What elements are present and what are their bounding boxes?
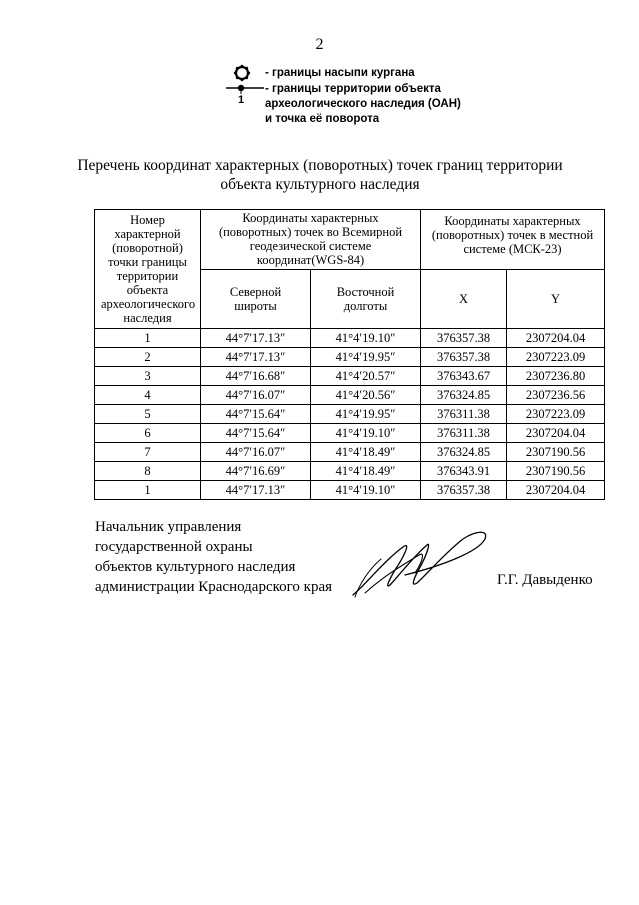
cell-longitude: 41°4′18.49″ [311,443,421,462]
cell-point-number: 1 [95,481,201,500]
mound-boundary-icon [227,63,257,83]
cell-x: 376357.38 [421,348,507,367]
header-latitude: Северной широты [201,269,311,329]
cell-latitude: 44°7′16.07″ [201,386,311,405]
territory-boundary-icon [225,82,265,104]
cell-point-number: 2 [95,348,201,367]
cell-longitude: 41°4′20.57″ [311,367,421,386]
signatory-name: Г.Г. Давыденко [497,572,593,588]
cell-longitude: 41°4′19.95″ [311,405,421,424]
signatory-line-3: объектов культурного наследия [95,559,296,575]
cell-y: 2307223.09 [507,405,605,424]
cell-longitude: 41°4′19.95″ [311,348,421,367]
cell-y: 2307236.56 [507,386,605,405]
cell-y: 2307190.56 [507,462,605,481]
cell-latitude: 44°7′16.68″ [201,367,311,386]
cell-x: 376343.91 [421,462,507,481]
cell-longitude: 41°4′20.56″ [311,386,421,405]
table-row [95,348,605,367]
cell-y: 2307236.80 [507,367,605,386]
header-wgs84: Координаты характерных (поворотных) точек во Всемирной геодезической системе координат(WGS-84) [201,210,421,270]
legend-territory-line-3: и точка её поворота [265,113,380,125]
cell-point-number: 8 [95,462,201,481]
document-title-line-2: объекта культурного наследия [220,176,420,193]
cell-x: 376343.67 [421,367,507,386]
cell-longitude: 41°4′19.10″ [311,424,421,443]
cell-latitude: 44°7′15.64″ [201,405,311,424]
legend-point-marker-label: 1 [238,94,245,106]
cell-longitude: 41°4′18.49″ [311,462,421,481]
document-title [60,156,580,194]
cell-x: 376357.38 [421,329,507,348]
cell-y: 2307204.04 [507,329,605,348]
table-row [95,329,605,348]
signatory-line-4: администрации Краснодарского края [95,579,333,595]
legend-mound-text: - границы насыпи кургана [265,67,415,79]
cell-longitude: 41°4′19.10″ [311,329,421,348]
coordinates-table [94,209,605,500]
cell-point-number: 5 [95,405,201,424]
cell-y: 2307223.09 [507,348,605,367]
table-row [95,462,605,481]
cell-x: 376357.38 [421,481,507,500]
table-row [95,405,605,424]
legend-territory-line-2: археологического наследия (ОАН) [265,98,461,110]
cell-point-number: 7 [95,443,201,462]
cell-latitude: 44°7′17.13″ [201,329,311,348]
header-point-number: Номер характерной (поворотной) точки границы территории объекта археологического наследия [95,210,201,329]
legend-territory-line-1: - границы территории объекта [265,83,441,95]
handwritten-signature [345,525,495,605]
cell-x: 376311.38 [421,424,507,443]
cell-x: 376324.85 [421,386,507,405]
cell-longitude: 41°4′19.10″ [311,481,421,500]
header-y: Y [507,269,605,329]
table-row [95,481,605,500]
signatory-title [95,517,332,597]
cell-latitude: 44°7′15.64″ [201,424,311,443]
header-msk23: Координаты характерных (поворотных) точек в местной системе (МСК-23) [421,210,605,270]
table-row [95,424,605,443]
header-x: X [421,269,507,329]
cell-latitude: 44°7′17.13″ [201,348,311,367]
page-number: 2 [315,36,324,53]
cell-latitude: 44°7′16.69″ [201,462,311,481]
cell-x: 376324.85 [421,443,507,462]
cell-y: 2307204.04 [507,424,605,443]
cell-point-number: 6 [95,424,201,443]
cell-y: 2307204.04 [507,481,605,500]
table-row [95,367,605,386]
table-row [95,386,605,405]
cell-latitude: 44°7′16.07″ [201,443,311,462]
cell-point-number: 4 [95,386,201,405]
table-row [95,443,605,462]
cell-y: 2307190.56 [507,443,605,462]
signatory-line-2: государственной охраны [95,539,253,555]
cell-latitude: 44°7′17.13″ [201,481,311,500]
cell-point-number: 1 [95,329,201,348]
document-title-line-1: Перечень координат характерных (поворотных) точек границ территории [77,157,563,174]
signatory-line-1: Начальник управления [95,519,242,535]
cell-point-number: 3 [95,367,201,386]
header-longitude: Восточной долготы [311,269,421,329]
cell-x: 376311.38 [421,405,507,424]
